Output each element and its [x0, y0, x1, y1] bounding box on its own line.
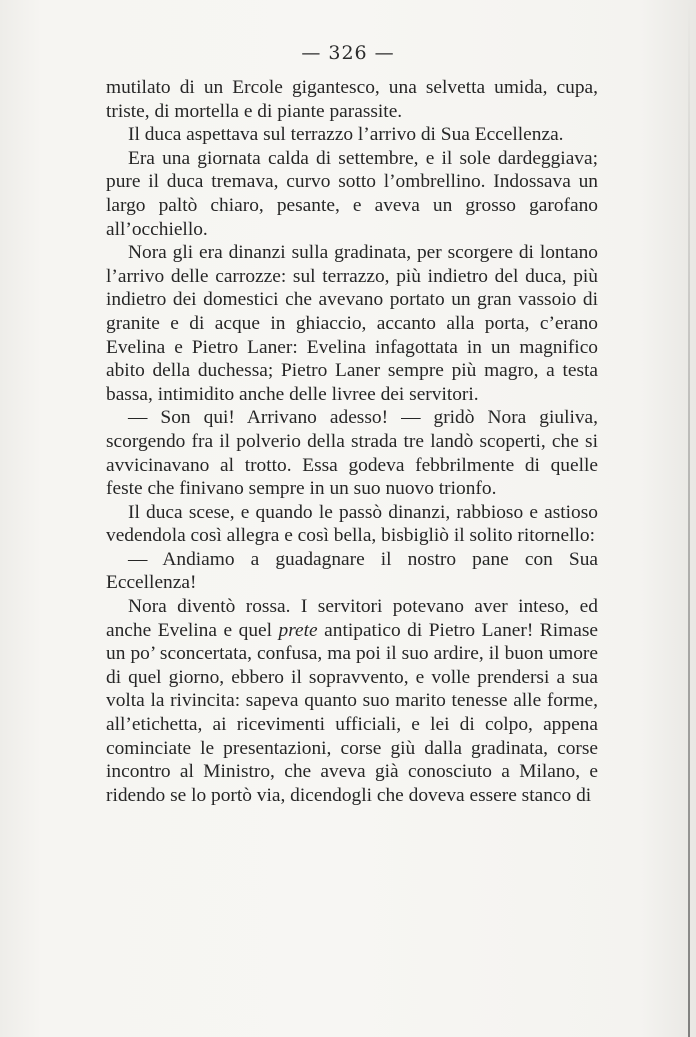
paragraph-2: Il duca aspettava sul terrazzo l’arrivo di Sua Eccellenza.	[128, 124, 564, 146]
paragraph-8	[106, 595, 598, 807]
body-text	[106, 76, 598, 807]
paragraph-3: Era una giornata calda di settembre, e il sole dardeggiava; pure il duca tremava, curvo sotto l’ombrellino. Indossava un largo paltò chiaro, pesante, e aveva un grosso garofano all’occhiello.	[106, 147, 598, 240]
paragraph-6: Il duca scese, e quando le passò dinanzi, rabbioso e astioso vedendola così allegra e così bella, bisbigliò il solito ritornello:	[106, 501, 598, 547]
paragraph-8-start: Nora diventò rossa. I servitori potevano aver inteso, ed anche Evelina e quel	[106, 596, 598, 641]
page-number: — 326 —	[301, 42, 395, 64]
italic-word-prete: prete	[278, 619, 318, 641]
paragraph-5: — Son qui! Arrivano adesso! — gridò Nora giuliva, scorgendo fra il polverio della strada tre landò scoperti, che si avvicinavano al trotto. Essa godeva febbrilmente di quelle feste che finivano sempre in un suo nuovo trionfo.	[106, 407, 598, 500]
paragraph-4: Nora gli era dinanzi sulla gradinata, per scorgere di lontano l’arrivo delle carrozze: sul terrazzo, più indietro del duca, più indietro dei domestici che avevano portato un gran vassoio di granite e di acque in ghiaccio, accanto alla porta, c’erano Evelina e Pietro Laner: Evelina infagottata in un magnifico abito della duchessa; Pietro Laner sempre più magro, a testa bassa, intimidito anche delle livree dei servitori.	[106, 242, 598, 405]
paragraph-7: — Andiamo a guadagnare il nostro pane con Sua Eccellenza!	[106, 548, 598, 594]
paragraph-1: mutilato di un Ercole gigantesco, una selvetta umida, cupa, triste, di mortella e di piante parassite.	[106, 77, 598, 122]
paragraph-8-end: antipatico di Pietro Laner! Rimase un po’ sconcertata, confusa, ma poi il suo ardire, il buon umore di quel giorno, ebbero il sopravvento, e volle prendersi a sua volta la rivincita: sapeva quanto suo marito tenesse alle forme, all’etichetta, ai ricevimenti ufficiali, e lei di colpo, appena cominciate le presentazioni, corse giù dalla gradinata, corse incontro al Ministro, che aveva già conosciuto a Milano, e ridendo se lo portò via, dicendogli che doveva essere stanco di	[106, 619, 598, 806]
page-edge-shadow	[688, 0, 690, 1037]
